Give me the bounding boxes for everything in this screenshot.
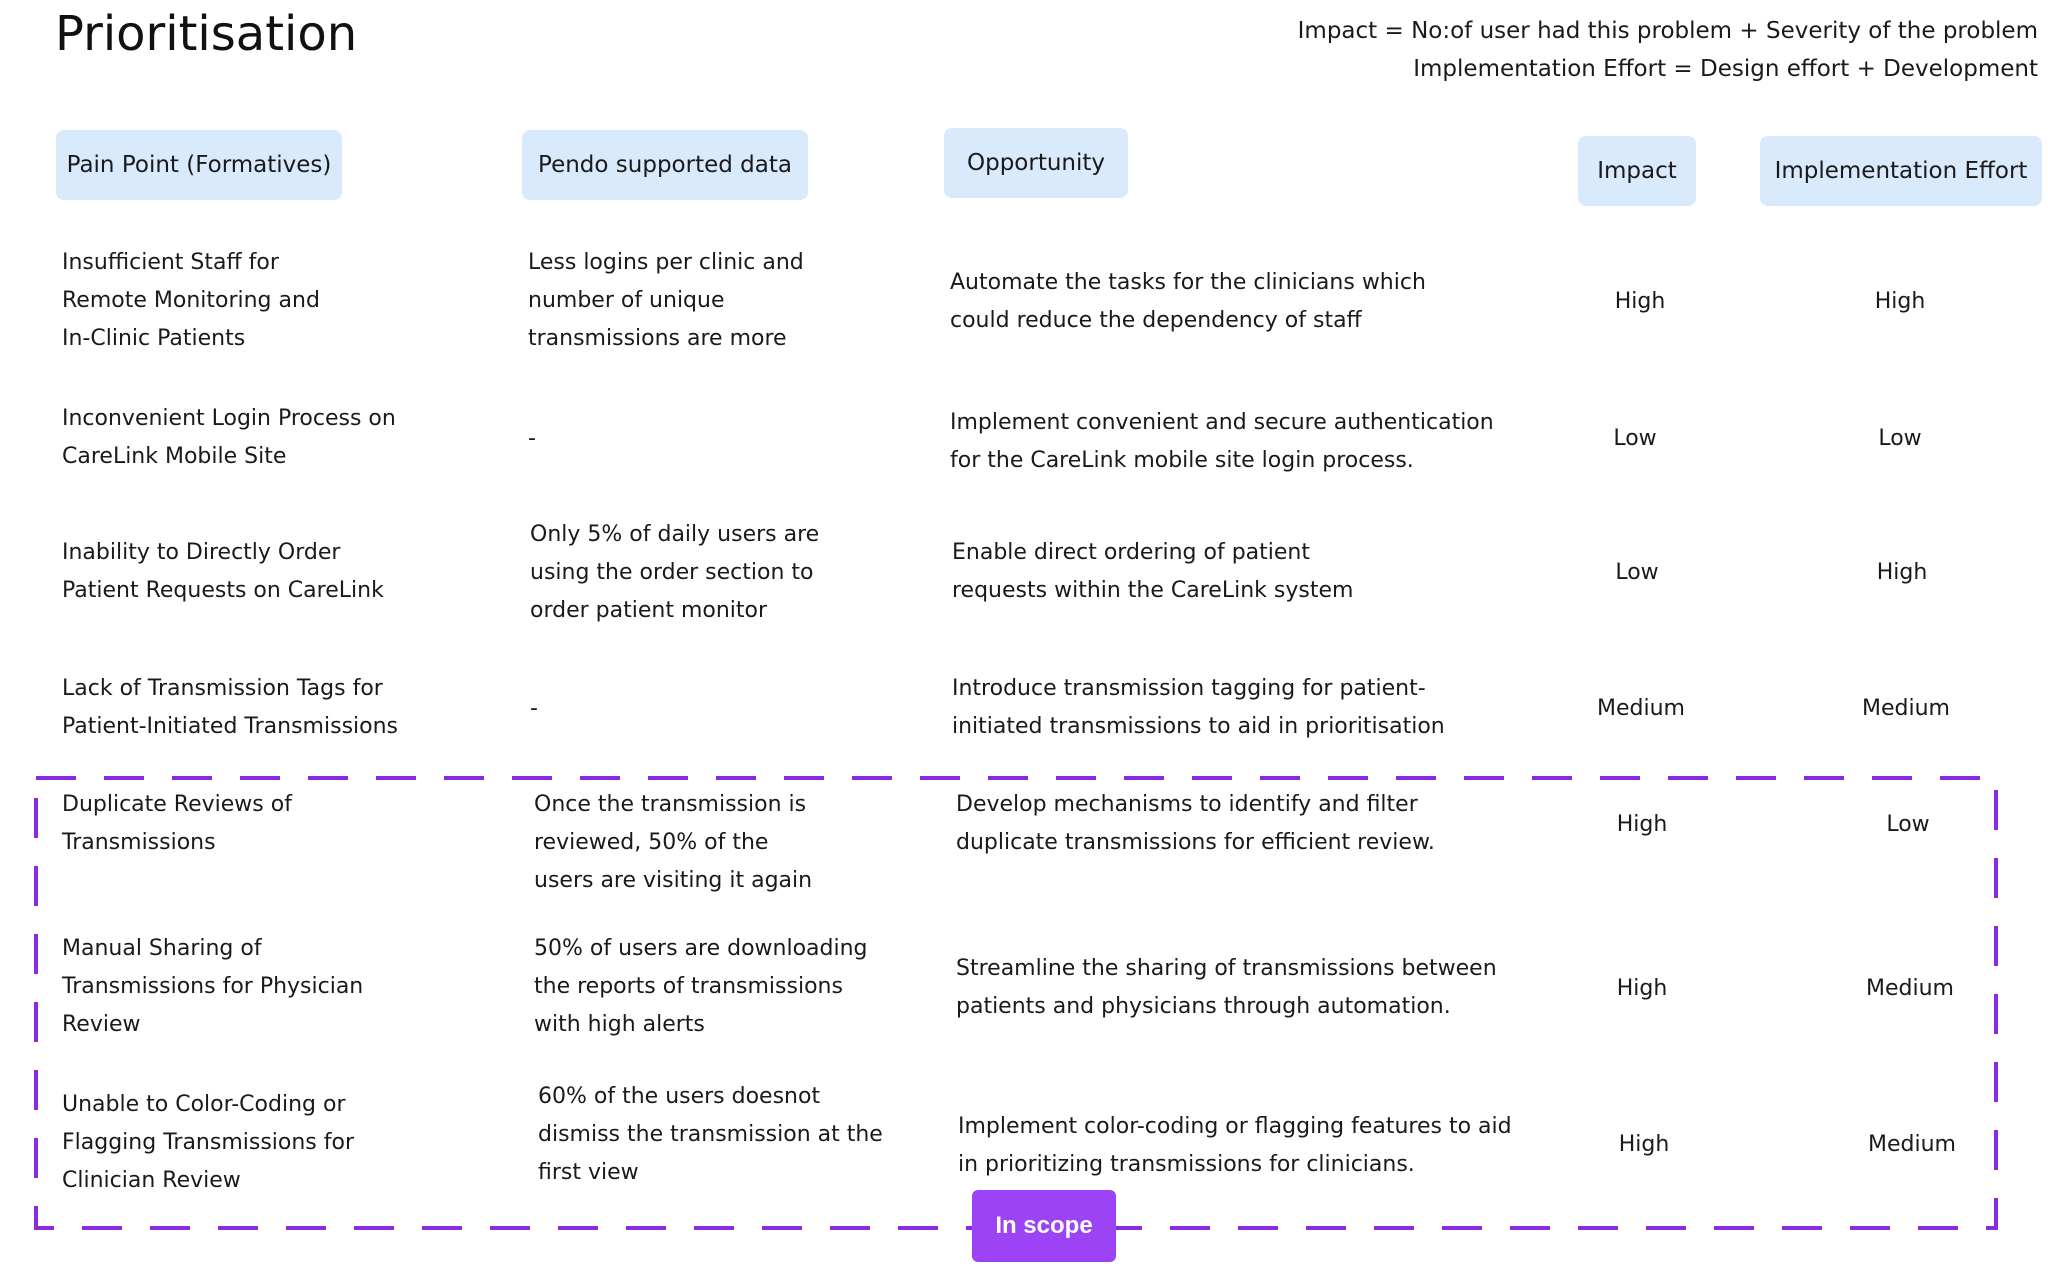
table-row-4-effort: Medium <box>1862 696 1950 721</box>
pain-line: Flagging Transmissions for <box>62 1130 355 1155</box>
pain-line: In-Clinic Patients <box>62 326 246 351</box>
opportunity-line: initiated transmissions to aid in prioritisation <box>952 714 1445 739</box>
table-row-3-impact: Low <box>1615 560 1659 585</box>
opportunity-line: Enable direct ordering of patient <box>952 540 1310 565</box>
pain-line: Unable to Color-Coding or <box>62 1092 346 1117</box>
table-row-2-effort: Low <box>1878 426 1922 451</box>
table-row-1-effort: High <box>1874 289 1926 314</box>
table-row-7-opportunity <box>958 1108 1512 1184</box>
pain-line: Duplicate Reviews of <box>62 792 292 817</box>
table-row-1-pendo <box>528 244 804 358</box>
table-row-3-pain <box>62 534 384 610</box>
table-row-1-impact: High <box>1614 289 1666 314</box>
table-row-2-pain <box>62 400 396 476</box>
pendo-line: 50% of users are downloading <box>534 936 868 961</box>
pendo-line: - <box>528 426 536 451</box>
table-row-1-pain <box>62 244 320 358</box>
pain-line: Manual Sharing of <box>62 936 262 961</box>
effort-formula: Implementation Effort = Design effort + Development <box>1413 56 2038 82</box>
table-row-7-effort: Medium <box>1868 1132 1956 1157</box>
table-row-7-impact: High <box>1618 1132 1670 1157</box>
header-opportunity: Opportunity <box>944 128 1128 198</box>
pain-line: Clinician Review <box>62 1168 241 1193</box>
pain-line: Patient-Initiated Transmissions <box>62 714 399 739</box>
table-row-2-impact: Low <box>1613 426 1657 451</box>
opportunity-line: Implement color-coding or flagging features to aid <box>958 1114 1512 1139</box>
table-row-6-effort: Medium <box>1866 976 1954 1001</box>
table-row-4-pendo <box>530 690 538 728</box>
pendo-line: 60% of the users doesnot <box>538 1084 821 1109</box>
opportunity-line: duplicate transmissions for efficient review. <box>956 830 1435 855</box>
table-row-5-pendo <box>534 786 812 900</box>
table-row-4-impact: Medium <box>1597 696 1685 721</box>
pendo-line: Only 5% of daily users are <box>530 522 820 547</box>
header-impact: Impact <box>1578 136 1696 206</box>
opportunity-line: for the CareLink mobile site login process. <box>950 448 1414 473</box>
header-pendo-data: Pendo supported data <box>522 130 808 200</box>
opportunity-line: Automate the tasks for the clinicians which <box>950 270 1426 295</box>
table-row-7-pain <box>62 1086 354 1200</box>
table-row-3-opportunity <box>952 534 1353 610</box>
pendo-line: reviewed, 50% of the <box>534 830 769 855</box>
impact-formula: Impact = No:of user had this problem + Severity of the problem <box>1297 18 2038 44</box>
table-row-7-pendo <box>538 1078 883 1192</box>
opportunity-line: requests within the CareLink system <box>952 578 1354 603</box>
opportunity-line: patients and physicians through automation. <box>956 994 1451 1019</box>
opportunity-line: Streamline the sharing of transmissions between <box>956 956 1497 981</box>
pendo-line: first view <box>538 1160 639 1185</box>
page-title: Prioritisation <box>55 6 358 62</box>
table-row-1-opportunity <box>950 264 1426 340</box>
opportunity-line: in prioritizing transmissions for clinicians. <box>958 1152 1415 1177</box>
table-row-6-pendo <box>534 930 868 1044</box>
pendo-line: Once the transmission is <box>534 792 807 817</box>
header-implementation-effort: Implementation Effort <box>1760 136 2042 206</box>
pendo-line: order patient monitor <box>530 598 768 623</box>
table-row-5-pain <box>62 786 292 862</box>
opportunity-line: Develop mechanisms to identify and filter <box>956 792 1418 817</box>
pendo-line: using the order section to <box>530 560 814 585</box>
pendo-line: users are visiting it again <box>534 868 813 893</box>
table-row-6-pain <box>62 930 363 1044</box>
pain-line: Patient Requests on CareLink <box>62 578 384 603</box>
pain-line: Insufficient Staff for <box>62 250 279 275</box>
pain-line: Review <box>62 1012 141 1037</box>
pendo-line: with high alerts <box>534 1012 705 1037</box>
table-row-2-opportunity <box>950 404 1494 480</box>
table-row-5-impact: High <box>1616 812 1668 837</box>
opportunity-line: Introduce transmission tagging for patient- <box>952 676 1426 701</box>
pain-line: Remote Monitoring and <box>62 288 320 313</box>
opportunity-line: Implement convenient and secure authentication <box>950 410 1494 435</box>
pendo-line: transmissions are more <box>528 326 787 351</box>
pendo-line: - <box>530 696 538 721</box>
pain-line: CareLink Mobile Site <box>62 444 287 469</box>
table-row-3-effort: High <box>1876 560 1928 585</box>
table-row-2-pendo <box>528 420 536 458</box>
table-row-4-pain <box>62 670 398 746</box>
table-row-5-opportunity <box>956 786 1435 862</box>
pain-line: Inability to Directly Order <box>62 540 341 565</box>
opportunity-line: could reduce the dependency of staff <box>950 308 1362 333</box>
pendo-line: Less logins per clinic and <box>528 250 804 275</box>
table-row-6-impact: High <box>1616 976 1668 1001</box>
pain-line: Transmissions <box>62 830 216 855</box>
table-row-5-effort: Low <box>1886 812 1930 837</box>
header-pain-point: Pain Point (Formatives) <box>56 130 342 200</box>
pendo-line: the reports of transmissions <box>534 974 843 999</box>
pain-line: Transmissions for Physician <box>62 974 364 999</box>
pendo-line: number of unique <box>528 288 725 313</box>
pain-line: Inconvenient Login Process on <box>62 406 396 431</box>
in-scope-badge: In scope <box>972 1190 1116 1262</box>
table-row-4-opportunity <box>952 670 1445 746</box>
pendo-line: dismiss the transmission at the <box>538 1122 883 1147</box>
table-row-3-pendo <box>530 516 819 630</box>
pain-line: Lack of Transmission Tags for <box>62 676 383 701</box>
table-row-6-opportunity <box>956 950 1497 1026</box>
